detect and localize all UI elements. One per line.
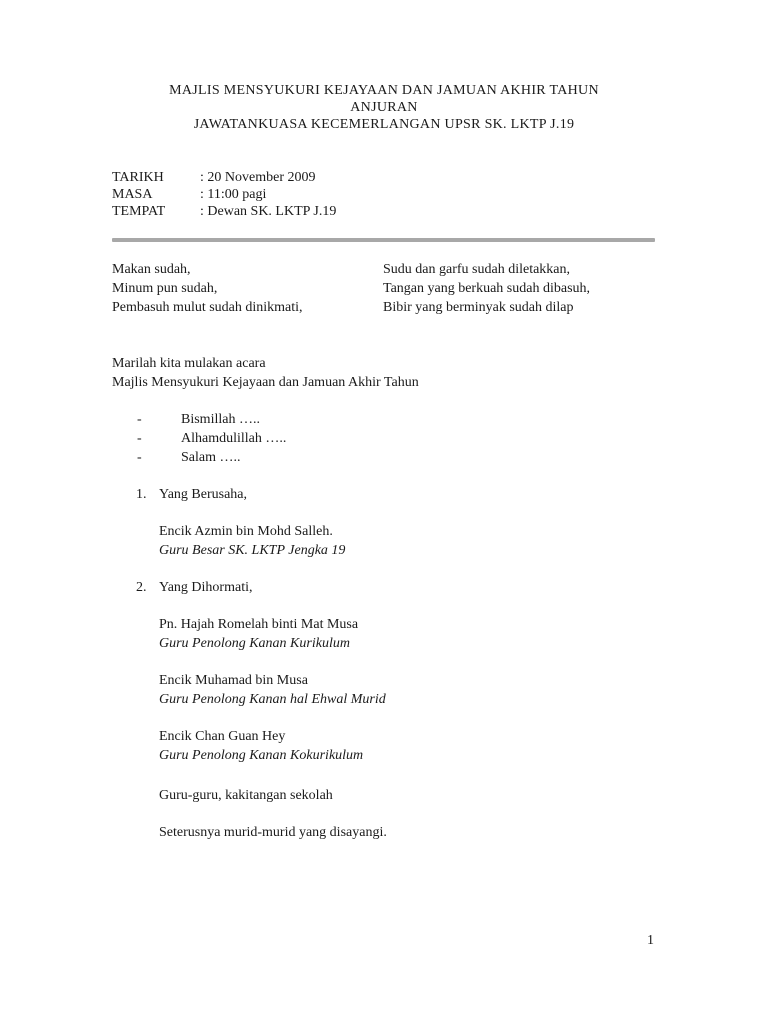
title-line-1: MAJLIS MENSYUKURI KEJAYAAN DAN JAMUAN AKHIR TAHUN (169, 83, 599, 98)
greeting-dash-2: - (137, 431, 142, 446)
section-2-number: 2. (136, 580, 147, 595)
title-line-3: JAWATANKUASA KECEMERLANGAN UPSR SK. LKTP J.19 (193, 117, 575, 132)
time-label: MASA (112, 187, 153, 202)
pantun-right-2: Tangan yang berkuah sudah dibasuh, (383, 281, 591, 296)
title-line-2: ANJURAN (350, 100, 418, 115)
pantun-left-1: Makan sudah, (112, 262, 191, 277)
headmaster-name: Encik Azmin bin Mohd Salleh. (159, 524, 333, 539)
pantun-right-1: Sudu dan garfu sudah diletakkan, (383, 262, 571, 277)
greeting-item-2: Alhamdulillah ….. (181, 431, 287, 446)
date-label: TARIKH (112, 170, 164, 185)
pantun-right-3: Bibir yang berminyak sudah dilap (383, 300, 574, 315)
greeting-item-1: Bismillah ….. (181, 412, 260, 427)
person-1-name: Pn. Hajah Romelah binti Mat Musa (159, 617, 359, 632)
venue-value: : Dewan SK. LKTP J.19 (200, 204, 337, 219)
venue-label: TEMPAT (112, 204, 166, 219)
horizontal-divider (112, 238, 655, 242)
person-2-role: Guru Penolong Kanan hal Ehwal Murid (159, 692, 386, 707)
person-1-role: Guru Penolong Kanan Kurikulum (159, 636, 350, 651)
students-line: Seterusnya murid-murid yang disayangi. (159, 825, 387, 840)
headmaster-role: Guru Besar SK. LKTP Jengka 19 (159, 543, 346, 558)
date-value: : 20 November 2009 (200, 170, 316, 185)
section-1-number: 1. (136, 487, 147, 502)
person-3-role: Guru Penolong Kanan Kokurikulum (159, 748, 364, 763)
opening-line-2: Majlis Mensyukuri Kejayaan dan Jamuan Akhir Tahun (112, 375, 419, 390)
section-1-heading: Yang Berusaha, (159, 487, 248, 502)
pantun-left-2: Minum pun sudah, (112, 281, 218, 296)
person-2-name: Encik Muhamad bin Musa (159, 673, 308, 688)
time-value: : 11:00 pagi (200, 187, 267, 202)
greeting-item-3: Salam ….. (181, 450, 241, 465)
section-2-heading: Yang Dihormati, (159, 580, 253, 595)
person-3-name: Encik Chan Guan Hey (159, 729, 286, 744)
staff-line: Guru-guru, kakitangan sekolah (159, 788, 333, 803)
greeting-dash-3: - (137, 450, 142, 465)
pantun-left-3: Pembasuh mulut sudah dinikmati, (112, 300, 303, 315)
greeting-dash-1: - (137, 412, 142, 427)
opening-line-1: Marilah kita mulakan acara (112, 356, 266, 371)
page-number: 1 (647, 933, 654, 948)
